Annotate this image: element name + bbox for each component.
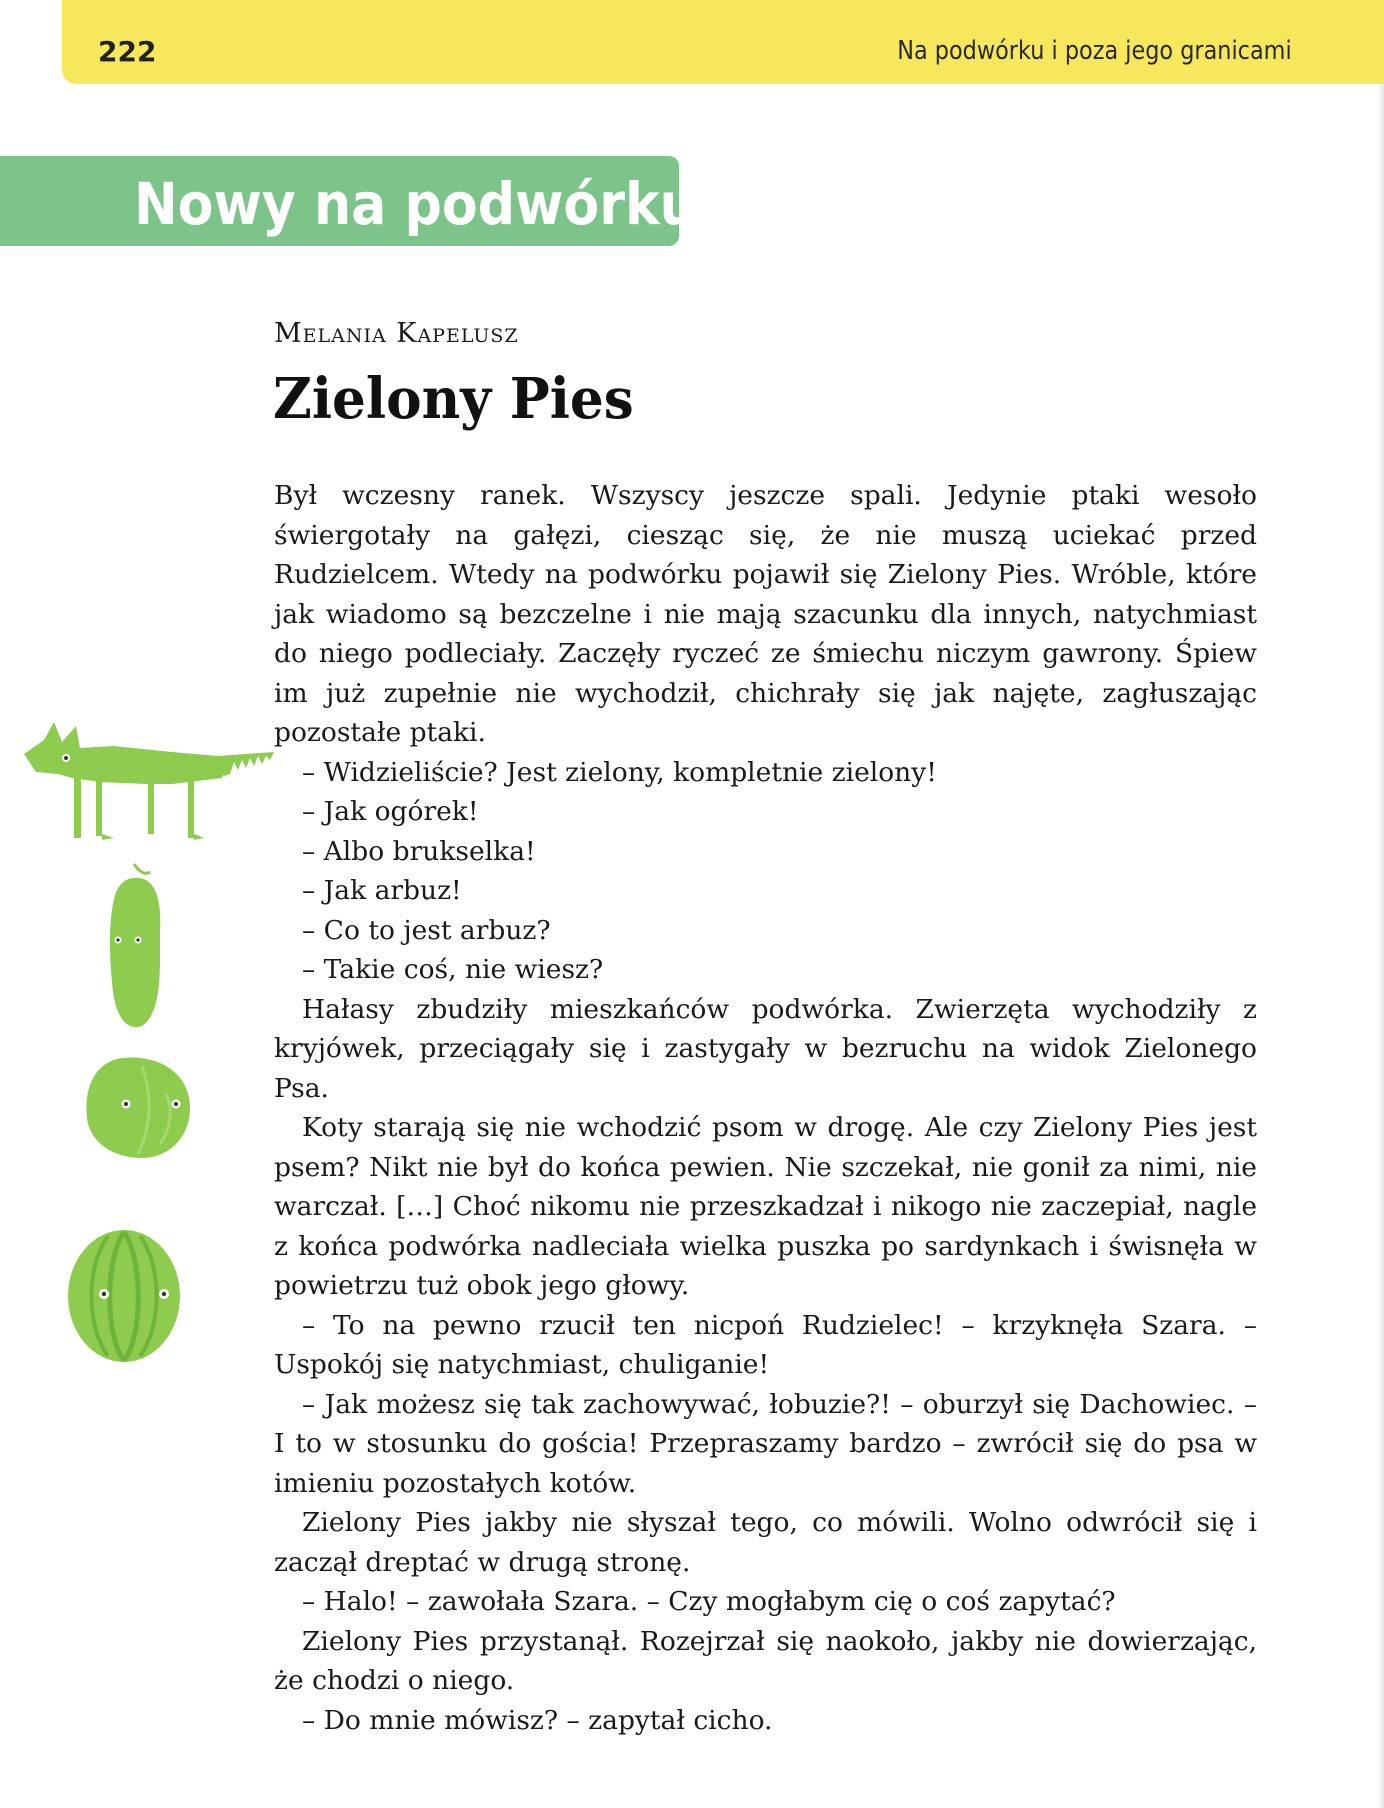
page-number: 222 [98,35,157,68]
green-dog-illustration [22,716,274,844]
cucumber-illustration [104,862,166,1032]
dialogue-line: – Do mnie mówisz? – zapytał cicho. [302,1704,773,1736]
paragraph: Koty starają się nie wchodzić psom w drogę. Ale czy Zielony Pies jest psem? Nikt nie był do końca pewien. Nie szczekał, nie gonił za nimi, nie warczał. […] Choć nikomu nie przeszkadzał i nikogo nie zaczepiał, nagle z końca podwórka nadleciała wielka puszka po sardynkach i świsnęła w powietrzu tuż obok jego głowy. [274,1112,1257,1301]
dialogue-line: – Co to jest arbuz? [302,914,551,946]
article-author: Melania Kapelusz [274,318,519,349]
story-text [274,476,1257,1740]
watermelon-illustration [64,1226,184,1366]
dialogue-line: – To na pewno rzucił ten nicpoń Rudzielec! – krzyknęła Szara. – Uspokój się natychmiast, chuliganie! [274,1309,1257,1380]
paragraph: Zielony Pies przystanął. Rozejrzał się naokoło, jakby nie dowierzając, że chodzi o niego. [274,1625,1257,1696]
dialogue-line: – Takie coś, nie wiesz? [302,954,604,985]
article-title: Zielony Pies [273,366,634,432]
dialogue-line: – Jak arbuz! [302,875,462,906]
paragraph: Był wczesny ranek. Wszyscy jeszcze spali. Jedynie ptaki wesoło świergotały na gałęzi, ciesząc się, że nie muszą uciekać przed Rudzielcem. Wtedy na podwórku pojawił się Zielony Pies. Wróble, które jak wiadomo są bezczelne i nie mają szacunku dla innych, natychmiast do niego podleciały. Zaczęły ryczeć ze śmiechu niczym gawrony. Śpiew im już zupełnie nie wychodził, chichrały się jak najęte, zagłuszając pozostałe ptaki. [274,480,1257,748]
page-header-band [62,0,1384,84]
running-head: Na podwórku i poza jego granicami [897,36,1292,66]
paragraph: Zielony Pies jakby nie słyszał tego, co mówili. Wolno odwrócił się i zaczął dreptać w drugą stronę. [274,1507,1257,1578]
page-edge-shadow [1378,0,1384,1808]
dialogue-line: – Halo! – zawołała Szara. – Czy mogłabym cię o coś zapytać? [302,1586,1116,1617]
section-banner [0,156,697,246]
dialogue-line: – Jak ogórek! [302,796,479,827]
brussels-sprout-illustration [82,1054,194,1162]
dialogue-line: – Albo brukselka! [302,835,536,867]
paragraph: Hałasy zbudziły mieszkańców podwórka. Zwierzęta wychodziły z kryjówek, przeciągały się i zastygały w bezruchu na widok Zielonego Psa. [274,993,1257,1104]
dialogue-line: – Jak możesz się tak zachowywać, łobuzie?! – oburzył się Dachowiec. – I to w stosunku do gościa! Przepraszamy bardzo – zwrócił się do psa w imieniu pozostałych kotów. [274,1388,1257,1499]
section-title: Nowy na podwórku [134,170,697,238]
dialogue-line: – Widzieliście? Jest zielony, kompletnie zielony! [302,756,937,788]
